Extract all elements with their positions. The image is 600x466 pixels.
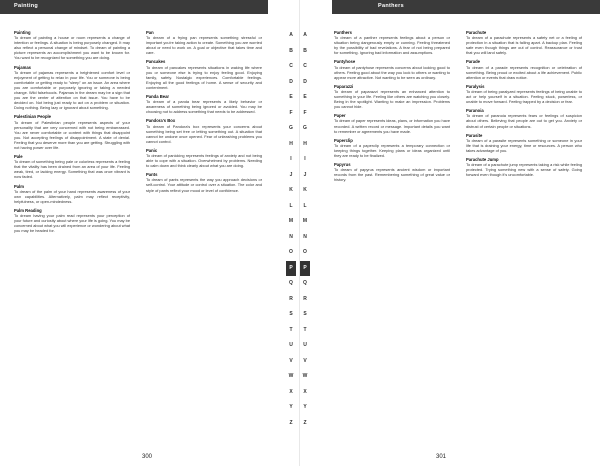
entry-title: Palestinian People (14, 114, 52, 120)
alphabet-tab-i: I (304, 156, 306, 162)
alphabet-tab-n: N (289, 233, 293, 240)
alphabet-tab-v: V (303, 357, 307, 364)
alphabet-tab-z: Z (289, 419, 293, 426)
entry-body: To dream having your palm read represents your perception of your future and curiosity about where your life is going. You may be concerned about what you will experience or wondering about what you may be headed for. (14, 213, 130, 234)
alphabet-tab-f: F (303, 109, 307, 116)
entry-title: Parade (466, 59, 480, 65)
alphabet-tab-q: Q (303, 280, 307, 286)
alphabet-tab-y: Y (303, 404, 307, 410)
entry-title: Pants (146, 172, 158, 178)
alphabet-tab-x: X (289, 388, 293, 395)
dictionary-entry (334, 162, 450, 182)
entry-title: Palm (14, 183, 25, 189)
alphabet-tab-s: S (289, 311, 293, 317)
dictionary-entry (146, 59, 262, 90)
dictionary-entry (14, 114, 130, 150)
entry-body: To dream of a paperclip represents a temporary connection or keeping things together. Keeping plans or ideas organized until they are ready to be finalized. (334, 142, 450, 158)
entry-body: To dream of Pandora's box represents your concerns about something being set free or letting something out. A situation that cannot be undone once opened. Fear of unleashing problems you cannot control. (146, 123, 262, 144)
alphabet-tab-u: U (289, 342, 293, 348)
alphabet-tab-o: O (289, 249, 293, 255)
dictionary-entry (146, 118, 262, 143)
alphabet-tab-o: O (303, 249, 307, 255)
alphabet-tab-l: L (289, 202, 293, 209)
dictionary-entry (334, 84, 450, 109)
entry-title: Paralysis (466, 83, 485, 89)
entry-body: To dream of pajamas represents a heightened comfort level or enjoyment of getting to relax in your life. You or someone is being comfortable or getting ready to "sleep" on an issue. An area where you are comfortable or purposely ignoring or taking a needed change. Wild falsehoods. Pajamas in the dream may be a sign that you are the center of attention on that issue. You have to be decided on. Not being just ready to act on a problem or situation. Doing nothing. Being lazy or ignorant about something. (14, 69, 130, 111)
alphabet-tab-x: X (303, 388, 307, 395)
entry-body: To dream of a parade represents recognition or celebration of something. Being proud or excited about a life achievement. Public attention or events that draw notice. (466, 64, 582, 80)
entry-body: To dream of pants represents the way you approach decisions or self-control. Your attitude or control over a situation. The color and style of pants reflect your mood or level of confidence. (146, 177, 262, 193)
entry-body: To dream of papyrus represents ancient wisdom or important records from the past. Remembering something of great value or history. (334, 167, 450, 183)
right-header-title: Panthers (378, 3, 404, 9)
alphabet-tab-c: C (303, 63, 307, 69)
entry-title: Paperclip (334, 137, 353, 143)
left-alphabet-tabs (286, 28, 296, 431)
entry-title: Parachute (466, 30, 487, 35)
alphabet-tab-i: I (290, 156, 292, 162)
alphabet-tab-a: A (289, 32, 293, 38)
entry-title: Palm Reading (14, 207, 42, 213)
dictionary-entry (146, 172, 262, 192)
alphabet-tab-g: G (303, 125, 307, 131)
dictionary-entry (466, 30, 582, 55)
alphabet-tab-p: P (300, 261, 310, 277)
alphabet-tab-r: R (289, 295, 293, 302)
right-column-1 (334, 30, 450, 186)
alphabet-tab-m: M (302, 218, 308, 224)
right-alphabet-tabs (300, 28, 310, 431)
entry-body: To dream of paranoia represents fears or feelings of suspicion about others. Believing that people are out to get you. Anxiety or distrust of certain people or situations. (466, 113, 582, 129)
alphabet-tab-a: A (303, 32, 307, 38)
alphabet-tab-k: K (289, 187, 293, 193)
entry-body: To dream of panicking represents feelings of anxiety and not being able to cope with a situation. Overwhelmed by problems. Needing to calm down and think clearly about what you are doing. (146, 152, 262, 169)
dictionary-entry (146, 148, 262, 168)
entry-title: Pantyhose (334, 59, 356, 65)
left-header-bar (0, 0, 268, 14)
entry-body: To dream of a parachute jump represents taking a risk while feeling protected. Trying something new with a sense of safety. Going forward even though it's uncomfortable. (466, 162, 582, 178)
entry-title: Paparazzi (334, 83, 354, 89)
alphabet-tab-d: D (303, 78, 307, 85)
alphabet-tab-z: Z (303, 419, 307, 426)
entry-body: To dream of a panda bear represents a likely behavior or awareness of something being ignored or avoided. You may be choosing not to address something that needs to be addressed. (146, 99, 262, 115)
alphabet-tab-p: P (286, 261, 296, 277)
alphabet-tab-j: J (303, 171, 307, 178)
entry-body: To dream of paper represents ideas, plans, or information you have recorded. A written record or message. Important details you want to remember or agreements you have made. (334, 118, 450, 134)
entry-body: To dream of pantyhose represents concerns about looking good to others. Feeling good about the way you look to others or wanting to appear more attractive. Not wanting to be seen as ordinary. (334, 64, 450, 80)
entry-title: Pancakes (146, 59, 166, 65)
entry-body: To dream of something being pale or colorless represents a feeling that the vitality has been drained from an area of your life. Feeling weak, tired, or lacking energy. Something that was once vibrant is now faded. (14, 159, 130, 180)
right-page (300, 0, 600, 466)
entry-title: Pale (14, 154, 23, 160)
alphabet-tab-t: T (289, 326, 293, 333)
entry-title: Panic (146, 147, 158, 153)
entry-title: Paper (334, 113, 346, 119)
dictionary-entry (334, 30, 450, 55)
right-column-2 (466, 30, 582, 181)
dictionary-entry (334, 138, 450, 158)
left-header-title: Painting (14, 3, 39, 9)
dictionary-entry (146, 94, 262, 114)
right-header-bar (332, 0, 600, 14)
entry-title: Parachute Jump (466, 156, 499, 162)
alphabet-tab-b: B (289, 47, 293, 54)
alphabet-tab-v: V (289, 357, 293, 364)
alphabet-tab-t: T (303, 326, 307, 333)
entry-body: To dream of a parasite represents something or someone in your life that is draining your energy, time or resources. A person who takes advantage of you. (466, 137, 582, 153)
alphabet-tab-b: B (303, 47, 307, 54)
alphabet-tab-j: J (289, 171, 293, 178)
alphabet-tab-c: C (289, 63, 293, 69)
alphabet-tab-e: E (289, 94, 293, 100)
alphabet-tab-f: F (289, 109, 293, 116)
dictionary-entry (466, 157, 582, 177)
alphabet-tab-u: U (303, 342, 307, 348)
alphabet-tab-h: H (303, 140, 307, 147)
entry-body: To dream of paparazzi represents an enhanced attention to something in your life. Feeling like others are watching you closely. Being in the spotlight. Wanting to make an impression. Problems you cannot hide. (334, 88, 450, 110)
dictionary-entry (466, 84, 582, 104)
left-column-2 (146, 30, 262, 197)
alphabet-tab-q: Q (289, 280, 293, 286)
left-column-1 (14, 30, 130, 237)
alphabet-tab-w: W (302, 373, 308, 379)
alphabet-tab-d: D (289, 78, 293, 85)
entry-title: Painting (14, 30, 31, 35)
alphabet-tab-h: H (289, 140, 293, 147)
entry-body: To dream of painting a house or room represents a change of intention or feelings. A situation is being purposely changed. It may also reflect a personal change of mindset. To dream of painting a picture represents an accomplishment you want to be known for. You want to be recognized for something you are doing. (14, 35, 130, 61)
entry-title: Panthers (334, 30, 352, 35)
entry-body: To dream of Palestinian people represents aspects of your personality that are very concerned with not being embarrassed. You are never comfortable or content with things that disappoint you. Not accepting feelings of disappointment. A state of denial. Feeling that you deserve more than you are getting. Struggling with not having power over life. (14, 119, 130, 150)
dictionary-entry (146, 30, 262, 55)
entry-body: To dream of being paralyzed represents feelings of being unable to act or help yourself in a situation. Feeling stuck, powerless, or unable to move forward. Feeling trapped by a decision or fear. (466, 88, 582, 105)
dictionary-entry (14, 184, 130, 204)
alphabet-tab-n: N (303, 233, 307, 240)
alphabet-tab-w: W (288, 373, 294, 379)
dictionary-entry (14, 65, 130, 111)
dictionary-entry (14, 208, 130, 233)
alphabet-tab-l: L (303, 202, 307, 209)
entry-body: To dream of pancakes represents situations in waking life where you or someone else is trying to enjoy feeling good. Enjoying family, safety. Nostalgic experiences. Comfortable feelings. Enjoying all the good feelings of home. A sense of security and contentment. (146, 64, 262, 90)
dictionary-entry (466, 108, 582, 128)
dictionary-entry (466, 133, 582, 153)
alphabet-tab-s: S (303, 311, 307, 317)
entry-body: To dream of a parachute represents a safety net or a feeling of protection in a situation that is falling apart. A backup plan. Feeling safe even though things are out of control. Reassurance or trust that you will land safely. (466, 35, 582, 56)
entry-title: Pandora's Box (146, 118, 176, 124)
alphabet-tab-r: R (303, 295, 307, 302)
alphabet-tab-g: G (289, 125, 293, 131)
right-page-number: 301 (436, 454, 447, 460)
alphabet-tab-m: M (288, 218, 294, 224)
dictionary-entry (334, 113, 450, 133)
alphabet-tab-e: E (303, 94, 307, 100)
entry-body: To dream of a frying pan represents something stressful or important you're taking action to create. Something you are worried about or need to work on. A goal or objective that takes time and care. (146, 35, 262, 56)
alphabet-tab-y: Y (289, 404, 293, 410)
dictionary-entry (466, 59, 582, 79)
dictionary-entry (334, 59, 450, 79)
dictionary-entry (14, 30, 130, 61)
entry-title: Pan (146, 30, 154, 35)
entry-body: To dream of the palm of your hand represents awareness of your own capabilities. Alternatively, palm may reflect receptivity, helpfulness, or open-mindedness. (14, 188, 130, 204)
left-page-number: 300 (142, 454, 153, 460)
entry-title: Panda Bear (146, 94, 170, 100)
entry-body: To dream of a panther represents feelings about a person or situation being dangerously empty or cunning. Feeling threatened by the possibility of bad revelations. A fear of not being prepared for something. Ignoring bad information and assumptions. (334, 35, 450, 56)
alphabet-tab-k: K (303, 187, 307, 193)
entry-title: Parasite (466, 132, 483, 138)
dictionary-entry (14, 154, 130, 179)
entry-title: Papyrus (334, 162, 351, 168)
entry-title: Pajamas (14, 64, 31, 70)
entry-title: Paranoia (466, 108, 484, 114)
